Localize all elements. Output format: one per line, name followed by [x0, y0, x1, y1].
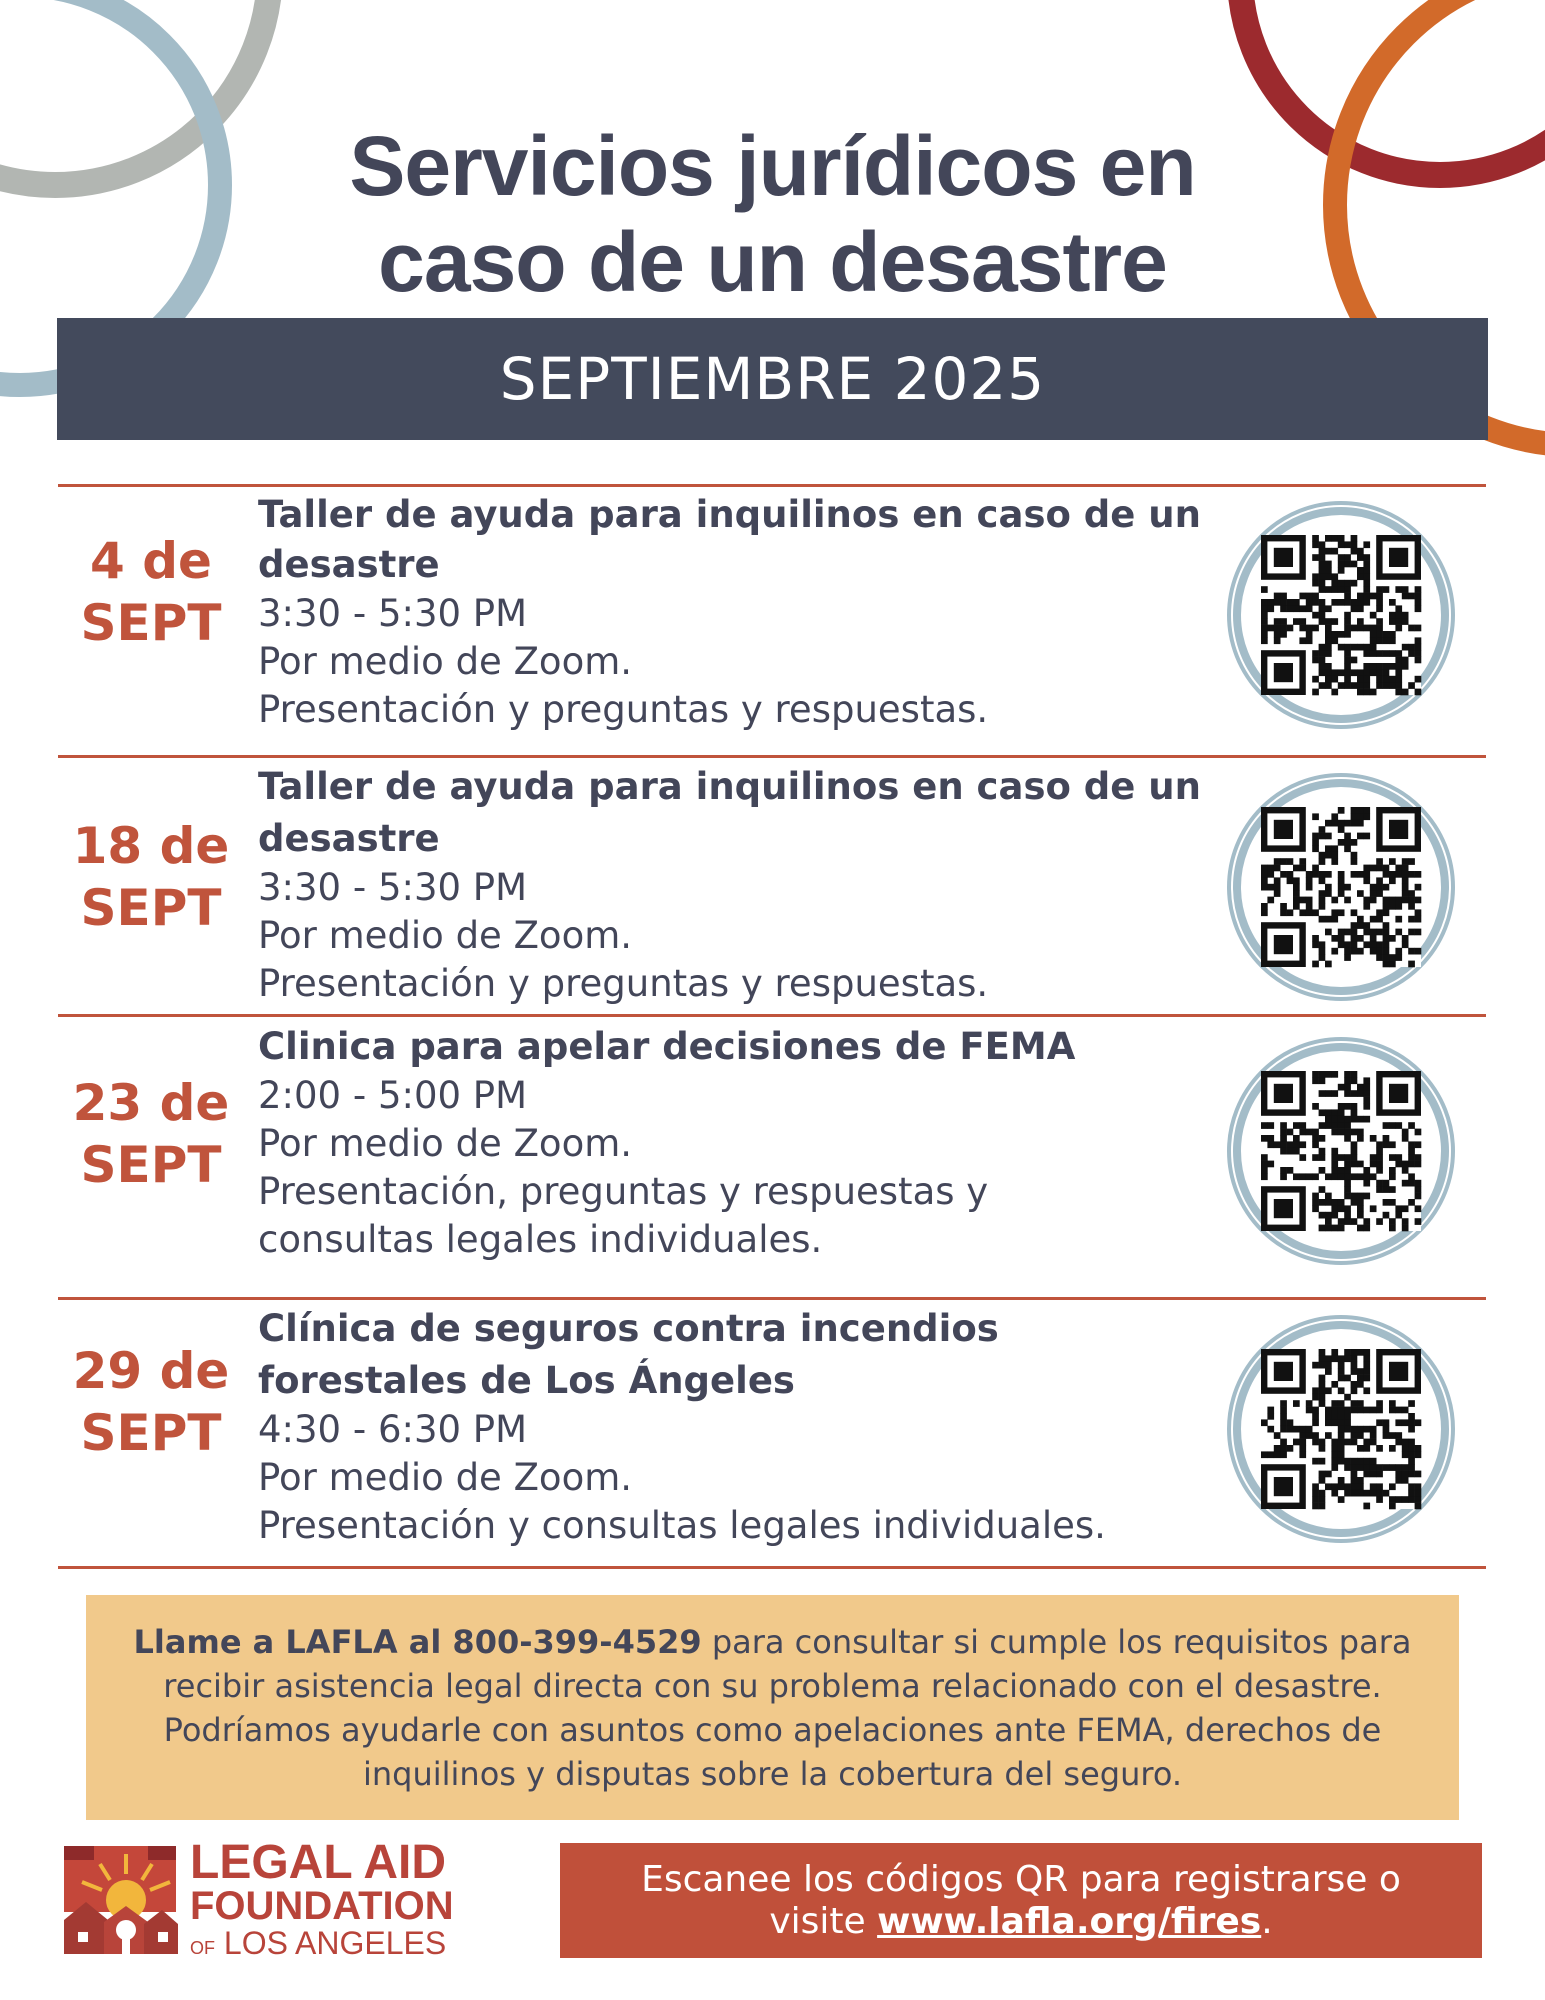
qr-code-icon[interactable] — [1226, 772, 1456, 1002]
qr-code-graphic — [1226, 1314, 1456, 1544]
title-line-1: Servicios jurídicos en — [349, 119, 1196, 213]
event-date-day: 23 de — [72, 1074, 230, 1132]
event-info — [258, 760, 1258, 1008]
event-description: Presentación y preguntas y respuestas. — [258, 688, 989, 731]
event-date-month: SEPT — [80, 879, 222, 937]
scan-banner — [560, 1843, 1482, 1958]
call-info-text — [126, 1620, 1419, 1796]
event-place: Por medio de Zoom. — [258, 914, 633, 957]
logo-text — [190, 1836, 454, 1965]
event-description: Presentación, preguntas y respuestas y — [258, 1170, 989, 1213]
event-description: Presentación y preguntas y respuestas. — [258, 962, 989, 1005]
event-item — [58, 1022, 1486, 1294]
event-date — [58, 530, 244, 654]
logo-line-2: FOUNDATION — [190, 1884, 454, 1928]
event-description: Presentación y consultas legales individuales. — [258, 1504, 1106, 1547]
lafla-logo — [64, 1836, 484, 1961]
qr-code-icon[interactable] — [1226, 1314, 1456, 1544]
event-title-cont: forestales de Los Ángeles — [258, 1359, 795, 1402]
qr-code-icon[interactable] — [1226, 1036, 1456, 1266]
logo-line-1: LEGAL AID — [190, 1836, 447, 1889]
divider — [58, 1014, 1486, 1017]
qr-code-graphic — [1226, 500, 1456, 730]
call-info-box — [86, 1595, 1459, 1820]
title-line-2: caso de un desastre — [378, 215, 1167, 309]
qr-code-graphic — [1226, 772, 1456, 1002]
logo-los-angeles: LOS ANGELES — [223, 1925, 447, 1961]
divider — [58, 755, 1486, 758]
event-title-cont: desastre — [258, 817, 440, 860]
event-date-day: 18 de — [72, 817, 230, 875]
divider — [58, 1566, 1486, 1569]
qr-code-icon[interactable] — [1226, 500, 1456, 730]
sunrise-houses-icon — [64, 1840, 184, 1960]
event-date — [58, 1072, 244, 1196]
event-date-day: 29 de — [72, 1342, 230, 1400]
event-info — [258, 1302, 1258, 1550]
event-item — [58, 1302, 1486, 1564]
event-date — [58, 1340, 244, 1464]
logo-line-3 — [190, 1926, 454, 1965]
event-title: Clinica para apelar decisiones de FEMA — [258, 1025, 1076, 1068]
divider — [58, 484, 1486, 487]
event-title-cont: desastre — [258, 543, 440, 586]
event-place: Por medio de Zoom. — [258, 1456, 633, 1499]
scan-line-1: Escanee los códigos QR para registrarse o — [641, 1858, 1401, 1900]
event-place: Por medio de Zoom. — [258, 1122, 633, 1165]
event-date-day: 4 de — [90, 532, 212, 590]
event-place: Por medio de Zoom. — [258, 640, 633, 683]
qr-code-graphic — [1226, 1036, 1456, 1266]
event-item — [58, 760, 1486, 1012]
page-title — [200, 118, 1345, 310]
event-date — [58, 815, 244, 939]
scan-line-2 — [769, 1901, 1272, 1943]
event-title: Taller de ayuda para inquilinos en caso de un — [258, 493, 1201, 536]
event-time: 4:30 - 6:30 PM — [258, 1408, 528, 1451]
website-link[interactable]: www.lafla.org/fires — [877, 1900, 1262, 1942]
event-item — [58, 490, 1486, 752]
event-title: Taller de ayuda para inquilinos en caso de un — [258, 765, 1201, 808]
event-title: Clínica de seguros contra incendios — [258, 1307, 999, 1350]
event-time: 2:00 - 5:00 PM — [258, 1074, 528, 1117]
event-info — [258, 490, 1258, 734]
logo-of: OF — [190, 1938, 215, 1958]
month-banner — [57, 318, 1488, 440]
event-date-month: SEPT — [80, 594, 222, 652]
event-info — [258, 1022, 1258, 1264]
scan-suffix: . — [1261, 1900, 1273, 1942]
scan-visit: visite — [769, 1900, 878, 1942]
event-time: 3:30 - 5:30 PM — [258, 592, 528, 635]
month-label: SEPTIEMBRE 2025 — [499, 345, 1046, 413]
event-date-month: SEPT — [80, 1136, 222, 1194]
event-description-cont: consultas legales individuales. — [258, 1218, 823, 1261]
divider — [58, 1297, 1486, 1300]
call-phone-text: Llame a LAFLA al 800-399-4529 — [133, 1622, 702, 1661]
event-date-month: SEPT — [80, 1404, 222, 1462]
call-body-text: para consultar si cumple los requisitos para recibir asistencia legal directa con su problema relacionado con el desastre. Podríamos ayudarle con asuntos como apelaciones ante FEMA, derechos de inquilinos y disputas sobre la cobertura del seguro. — [163, 1622, 1412, 1793]
event-time: 3:30 - 5:30 PM — [258, 866, 528, 909]
